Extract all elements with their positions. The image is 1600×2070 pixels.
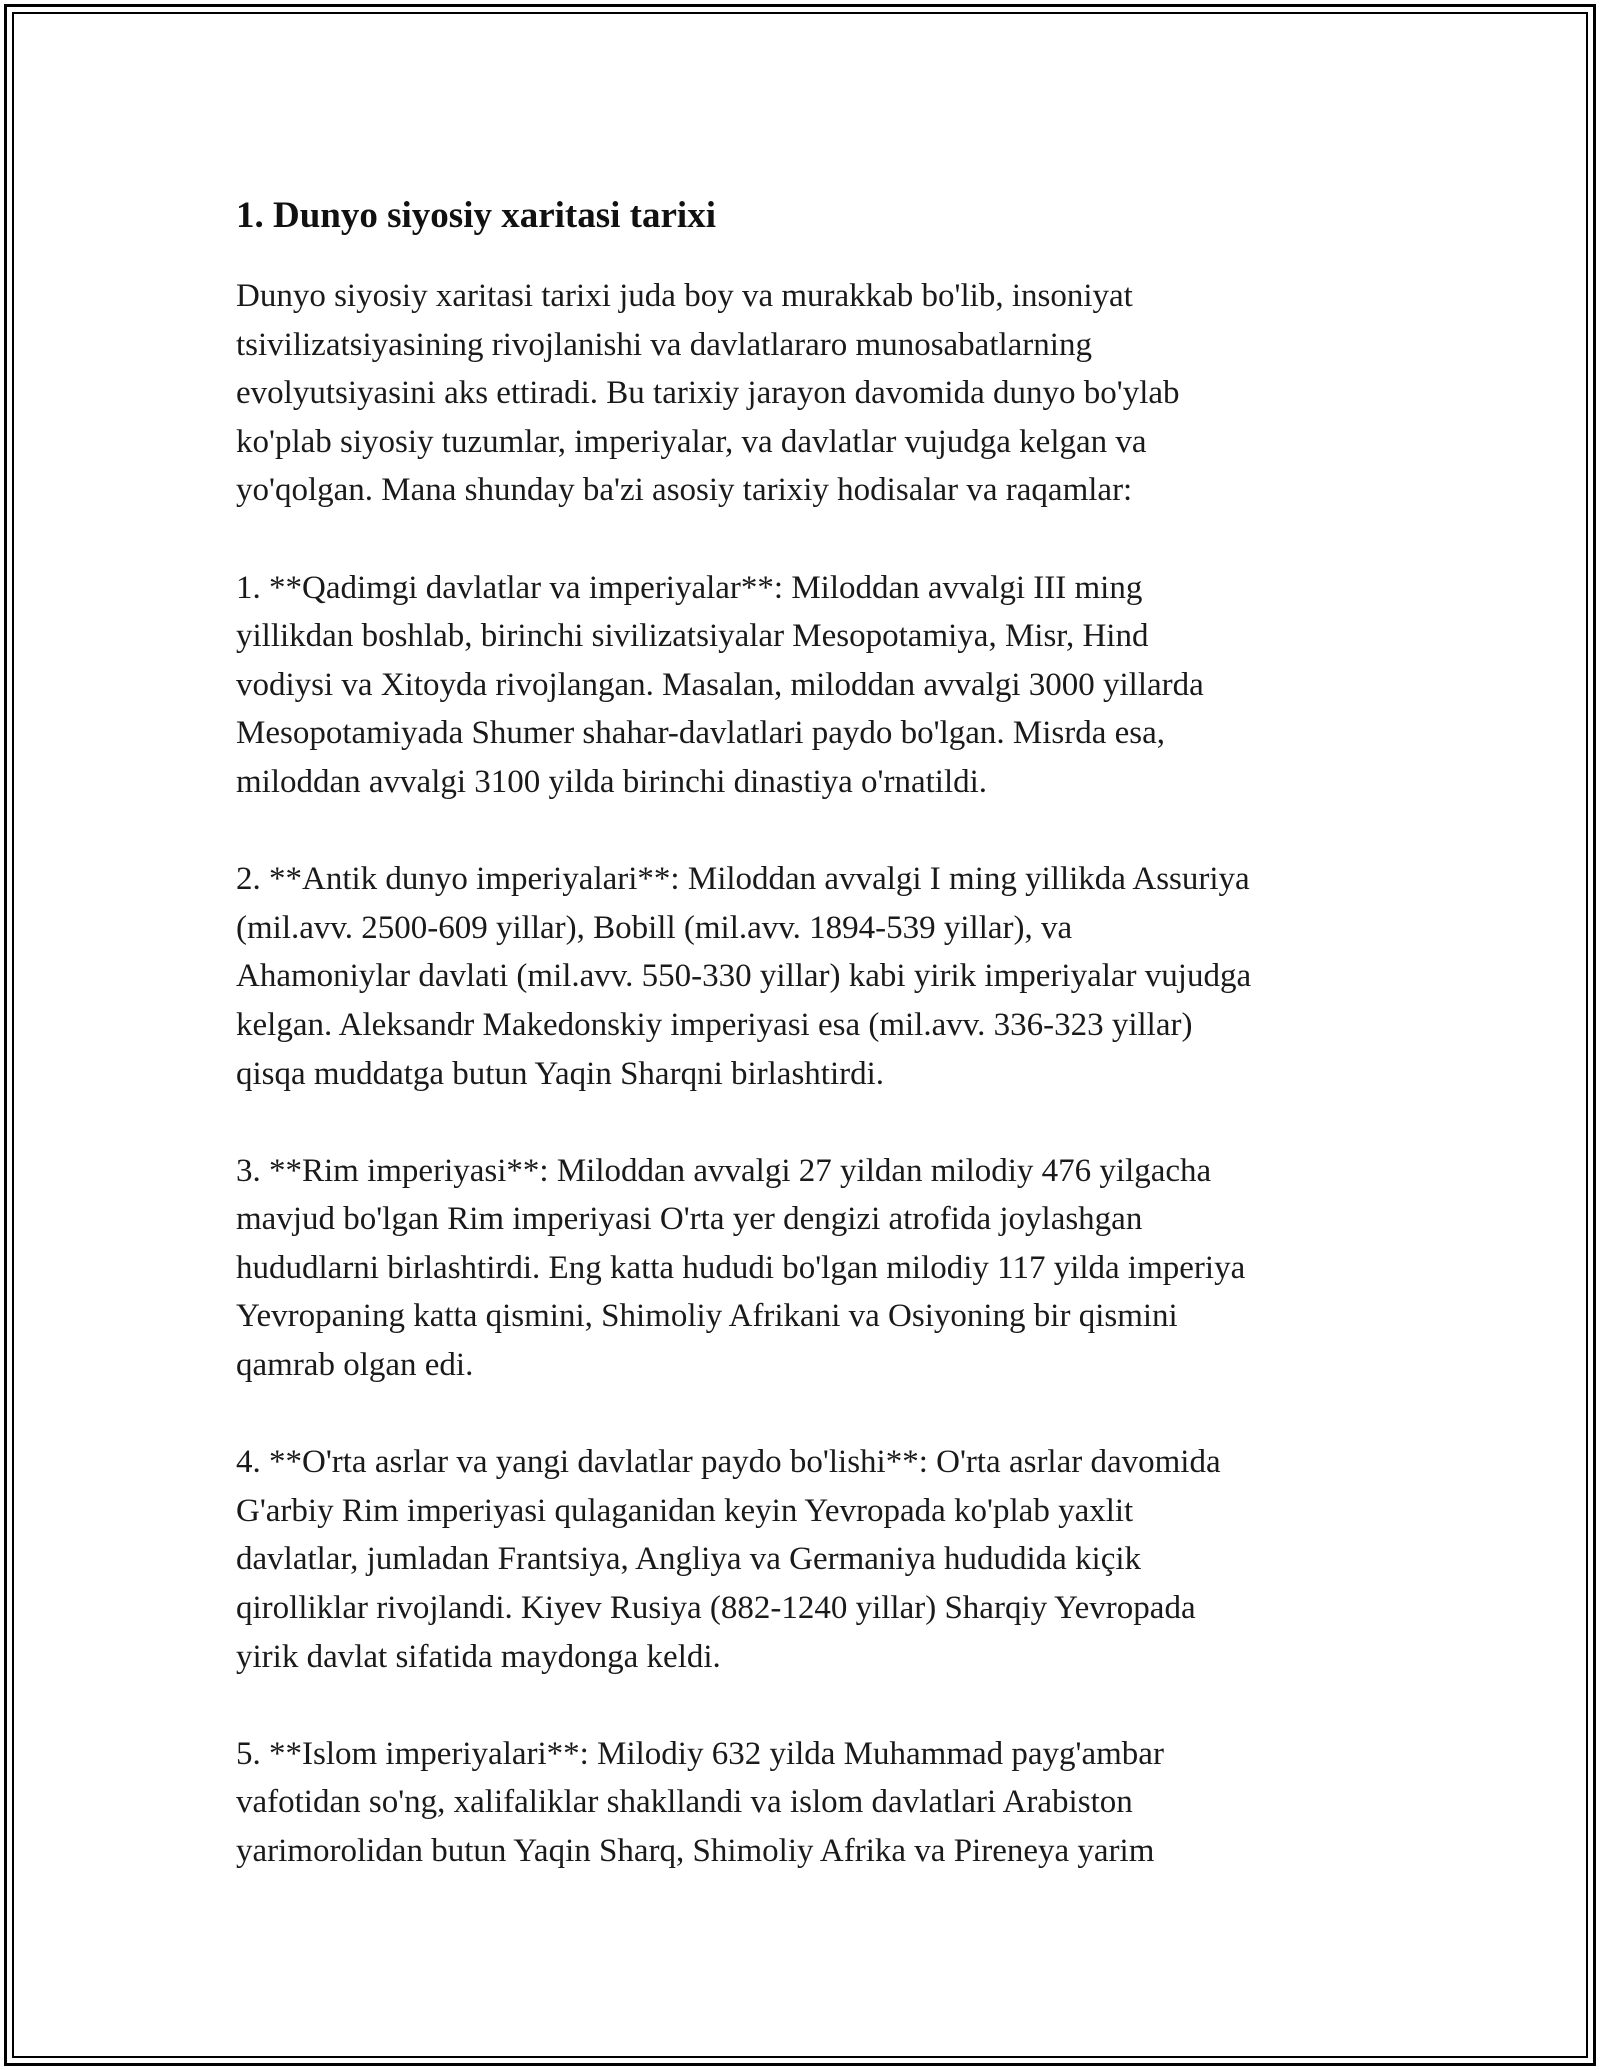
text-line: tsivilizatsiyasining rivojlanishi va davlatlararo munosabatlarning (236, 326, 1092, 363)
text-line: vodiysi va Xitoyda rivojlangan. Masalan, miloddan avvalgi 3000 yillarda (236, 666, 1204, 703)
text-line: yillikdan boshlab, birinchi sivilizatsiyalar Mesopotamiya, Misr, Hind (236, 618, 1149, 655)
text-line: hududlarni birlashtirdi. Eng katta hududi bo'lgan milodiy 117 yilda imperiya (236, 1249, 1246, 1286)
text-line: Dunyo siyosiy xaritasi tarixi juda boy va murakkab bo'lib, insoniyat (236, 278, 1133, 314)
text-line: yo'qolgan. Mana shunday ba'zi asosiy tarixiy hodisalar va raqamlar: (236, 472, 1133, 509)
list-item-roman-empire (236, 1147, 1406, 1390)
text-line: kelgan. Aleksandr Makedonskiy imperiyasi esa (mil.avv. 336-323 yillar) (236, 1006, 1193, 1043)
text-line: ko'plab siyosiy tuzumlar, imperiyalar, va davlatlar vujudga kelgan va (236, 423, 1147, 460)
text-line: yarimorolidan butun Yaqin Sharq, Shimoliy Afrika va Pireneya yarim (236, 1833, 1155, 1869)
list-item-islamic-empires (236, 1730, 1406, 1876)
list-item-ancient-states (236, 564, 1406, 807)
text-line: 2. **Antik dunyo imperiyalari**: Miloddan avvalgi I ming yillikda Assuriya (236, 861, 1250, 898)
text-line: G'arbiy Rim imperiyasi qulaganidan keyin Yevropada ko'plab yaxlit (236, 1492, 1134, 1529)
text-line: (mil.avv. 2500-609 yillar), Bobill (mil.avv. 1894-539 yillar), va (236, 909, 1073, 946)
text-line: davlatlar, jumladan Frantsiya, Angliya va Germaniya hududida kiçik (236, 1541, 1142, 1578)
text-line: qisqa muddatga butun Yaqin Sharqni birlashtirdi. (236, 1055, 885, 1092)
text-line: Mesopotamiyada Shumer shahar-davlatlari paydo bo'lgan. Misrda esa, (236, 715, 1166, 752)
text-line: 5. **Islom imperiyalari**: Milodiy 632 yilda Muhammad payg'ambar (236, 1735, 1164, 1772)
text-line: evolyutsiyasini aks ettiradi. Bu tarixiy jarayon davomida dunyo bo'ylab (236, 375, 1180, 412)
text-line: qirolliklar rivojlandi. Kiyev Rusiya (882-1240 yillar) Sharqiy Yevropada (236, 1590, 1196, 1627)
list-item-middle-ages (236, 1438, 1406, 1681)
text-line: qamrab olgan edi. (236, 1347, 474, 1384)
text-line: vafotidan so'ng, xalifaliklar shakllandi va islom davlatlari Arabiston (236, 1784, 1133, 1821)
document-body (236, 186, 1406, 1924)
text-line: 1. **Qadimgi davlatlar va imperiyalar**: Miloddan avvalgi III ming (236, 569, 1143, 606)
text-line: mavjud bo'lgan Rim imperiyasi O'rta yer dengizi atrofida joylashgan (236, 1201, 1143, 1238)
section-heading: 1. Dunyo siyosiy xaritasi tarixi (236, 195, 716, 236)
list-item-antique-empires (236, 855, 1406, 1098)
text-line: 3. **Rim imperiyasi**: Miloddan avvalgi 27 yildan milodiy 476 yilgacha (236, 1152, 1212, 1189)
text-line: 4. **O'rta asrlar va yangi davlatlar paydo bo'lishi**: O'rta asrlar davomida (236, 1444, 1221, 1481)
intro-paragraph (236, 272, 1406, 515)
text-line: Ahamoniylar davlati (mil.avv. 550-330 yillar) kabi yirik imperiyalar vujudga (236, 958, 1252, 995)
text-line: miloddan avvalgi 3100 yilda birinchi dinastiya o'rnatildi. (236, 763, 988, 800)
text-line: Yevropaning katta qismini, Shimoliy Afrikani va Osiyoning bir qismini (236, 1298, 1178, 1335)
text-line: yirik davlat sifatida maydonga keldi. (236, 1638, 721, 1675)
